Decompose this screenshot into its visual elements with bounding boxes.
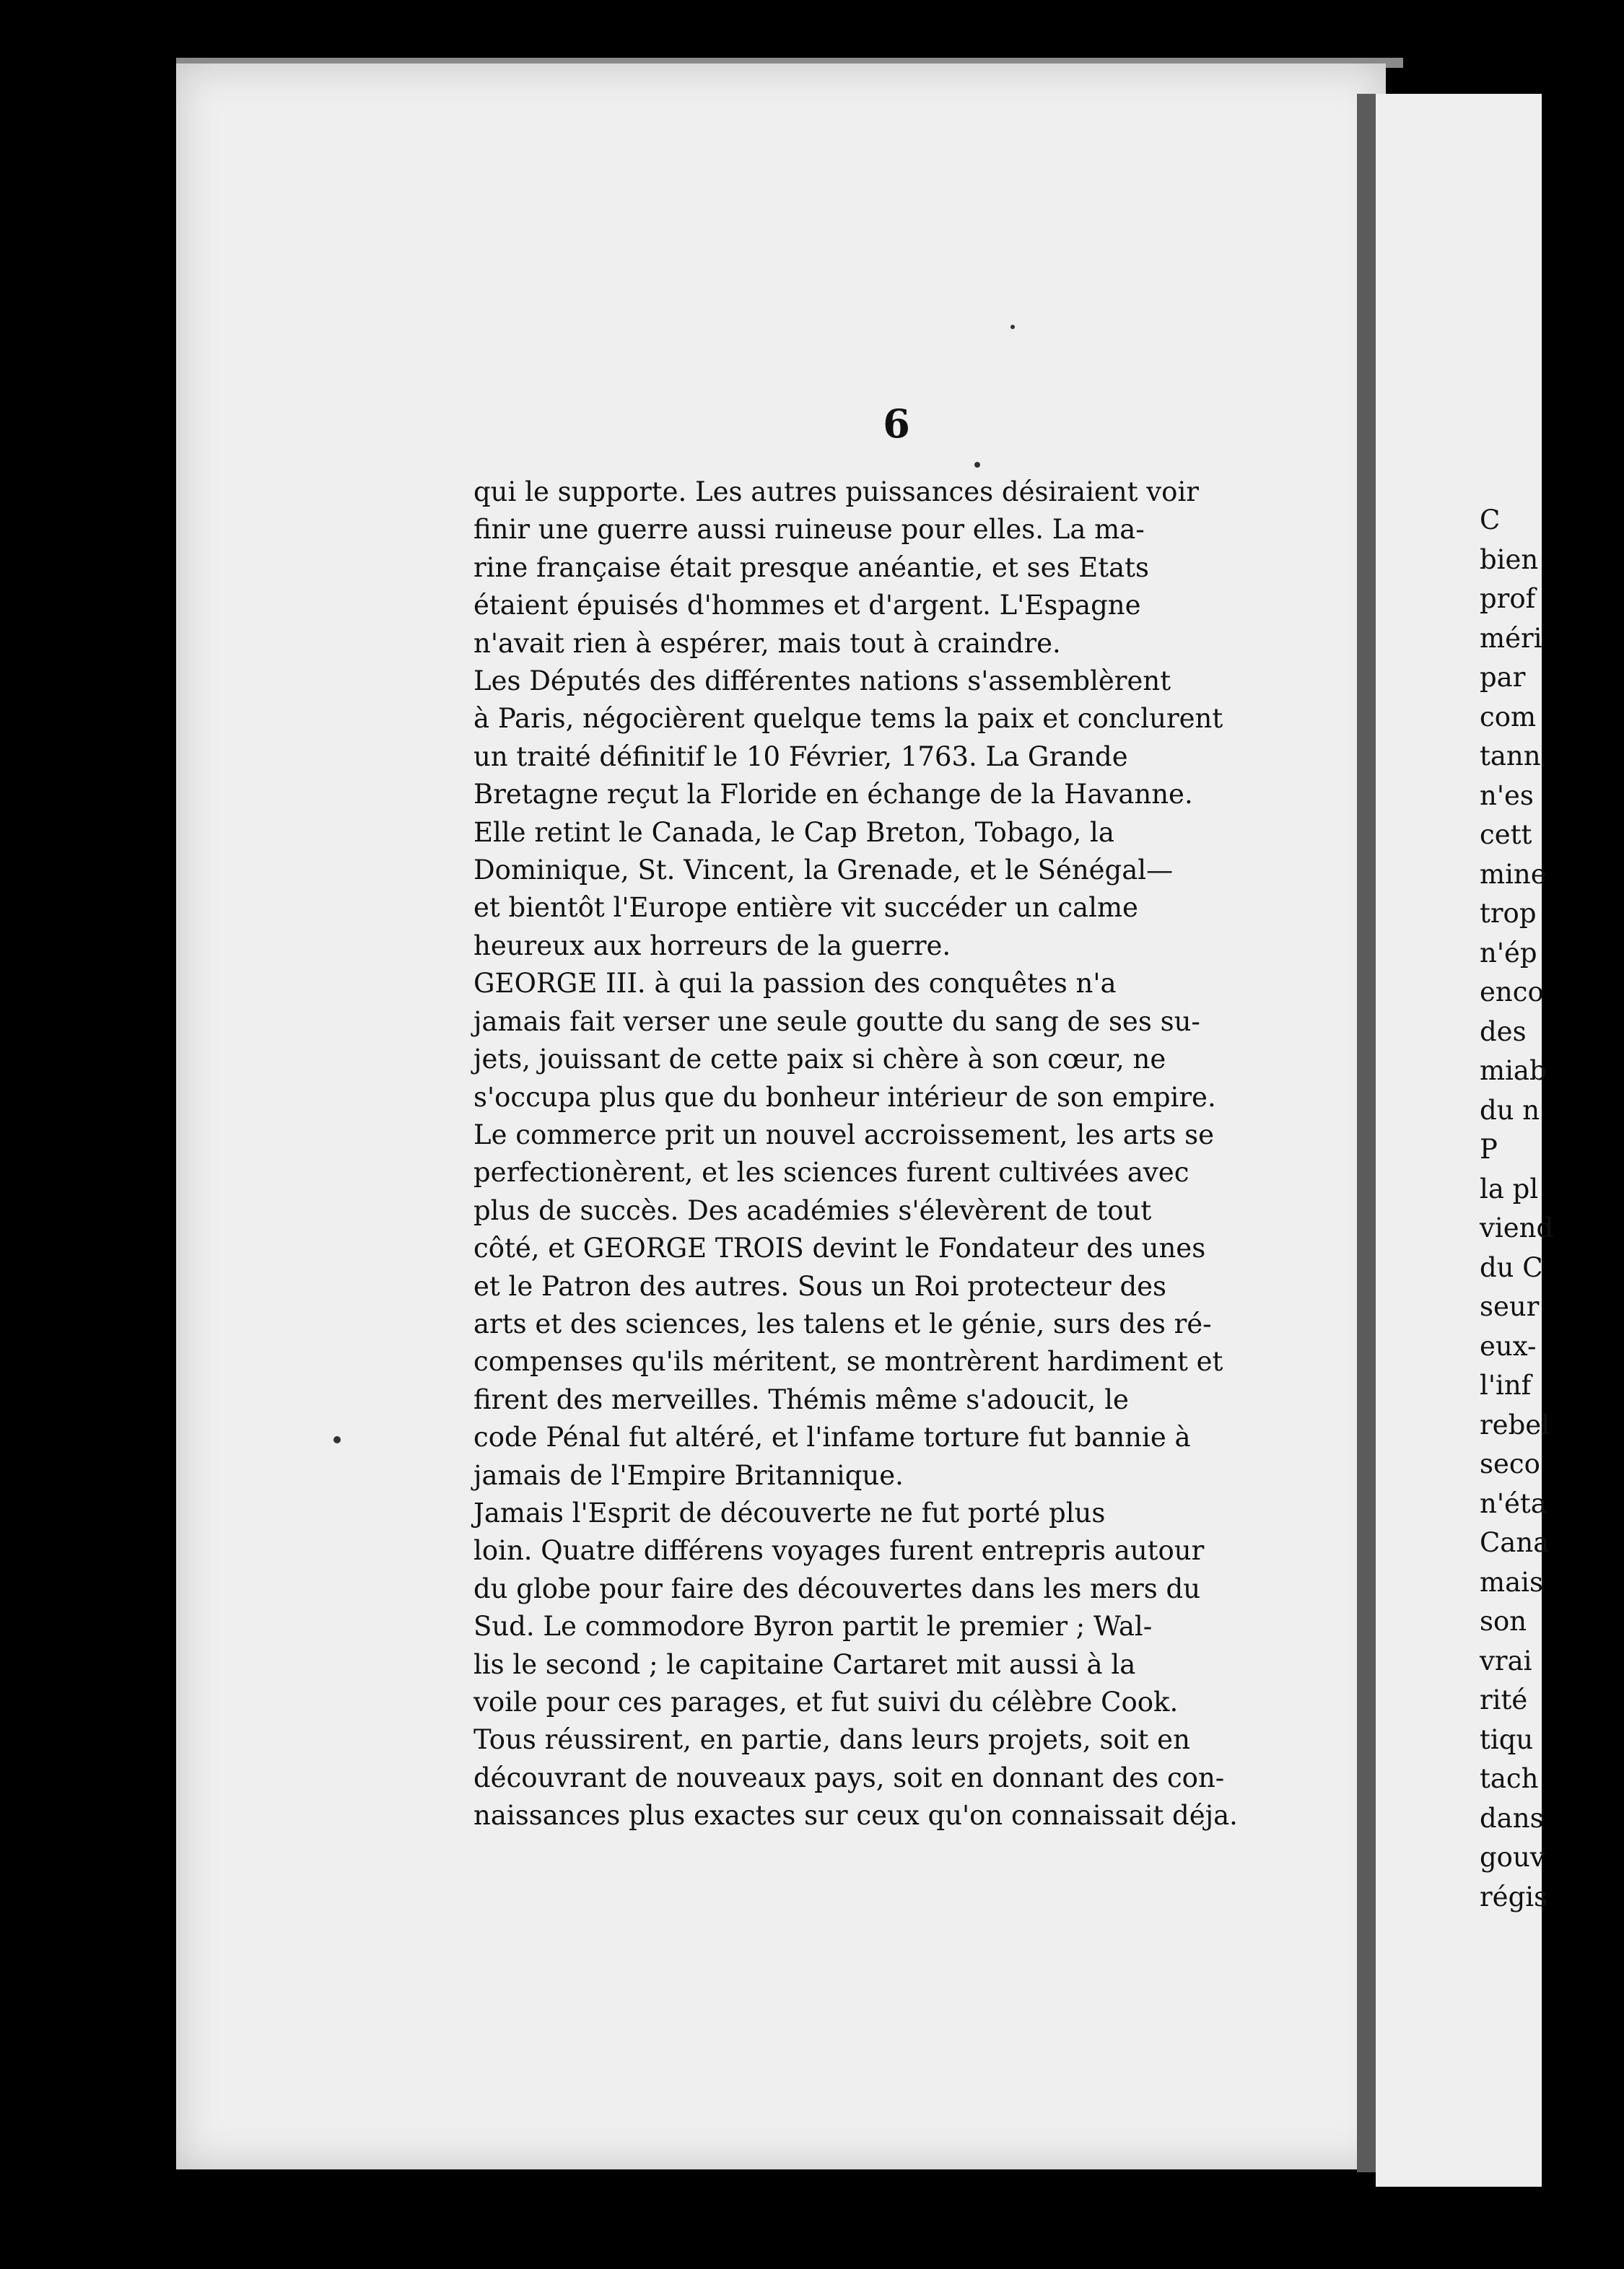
text-line: Tous réussirent, en partie, dans leurs projets, soit en xyxy=(473,1724,1190,1756)
facing-page-fragment: P xyxy=(1480,1134,1498,1165)
facing-page-fragment: enco xyxy=(1480,976,1544,1007)
ink-speck xyxy=(333,1436,341,1443)
text-line: arts et des sciences, les talens et le génie, surs des ré- xyxy=(473,1308,1212,1339)
facing-page-fragment: par xyxy=(1480,662,1526,693)
facing-page-fragment: prof xyxy=(1480,583,1536,614)
text-line: lis le second ; le capitaine Cartaret mit aussi à la xyxy=(473,1648,1136,1680)
facing-page-fragment: C xyxy=(1480,504,1501,535)
text-line: perfectionèrent, et les sciences furent cultivées avec xyxy=(473,1157,1189,1189)
facing-page-fragment: régis xyxy=(1480,1881,1548,1912)
text-line: voile pour ces parages, et fut suivi du célèbre Cook. xyxy=(473,1687,1179,1718)
text-line: un traité définitif le 10 Février, 1763. La Grande xyxy=(473,740,1128,772)
ink-speck xyxy=(974,462,980,468)
text-line: finir une guerre aussi ruineuse pour elles. La ma- xyxy=(473,514,1145,546)
text-line: jamais de l'Empire Britannique. xyxy=(473,1459,904,1491)
text-line: loin. Quatre différens voyages furent entrepris autour xyxy=(473,1535,1205,1567)
facing-page-fragment: n'éta xyxy=(1480,1487,1547,1519)
text-line: Sud. Le commodore Byron partit le premier ; Wal- xyxy=(473,1611,1153,1643)
body-text xyxy=(473,473,1267,1835)
text-line: rine française était presque anéantie, et ses Etats xyxy=(473,551,1150,583)
text-line: firent des merveilles. Thémis même s'adoucit, le xyxy=(473,1383,1129,1415)
text-line: GEORGE III. à qui la passion des conquêtes n'a xyxy=(473,968,1117,1000)
text-line: compenses qu'ils méritent, se montrèrent hardiment et xyxy=(473,1346,1223,1378)
text-line: n'avait rien à espérer, mais tout à craindre. xyxy=(473,627,1061,659)
text-line: jamais fait verser une seule goutte du sang de ses su- xyxy=(473,1005,1200,1037)
facing-page-fragment: tann xyxy=(1480,740,1541,771)
text-line: étaient épuisés d'hommes et d'argent. L'Espagne xyxy=(473,590,1141,621)
facing-page-fragment: tiqu xyxy=(1480,1723,1534,1755)
text-line: et le Patron des autres. Sous un Roi protecteur des xyxy=(473,1270,1167,1302)
facing-page-fragment: méri xyxy=(1480,622,1542,654)
facing-page-fragment: des xyxy=(1480,1015,1527,1047)
facing-page-fragment: mais xyxy=(1480,1566,1543,1598)
facing-page-fragment: com xyxy=(1480,701,1537,733)
facing-page-fragment: dans xyxy=(1480,1802,1544,1834)
facing-page-fragment: rité xyxy=(1480,1684,1528,1715)
facing-page-fragment: eux- xyxy=(1480,1330,1537,1362)
text-line: Bretagne reçut la Floride en échange de la Havanne. xyxy=(473,779,1193,810)
facing-page-fragment: l'inf xyxy=(1480,1370,1532,1401)
facing-page-fragment: trop xyxy=(1480,898,1537,929)
facing-page-fragment: vrai xyxy=(1480,1645,1532,1676)
facing-page-fragment: Cana xyxy=(1480,1527,1550,1558)
facing-page-fragment: gouv xyxy=(1480,1842,1545,1873)
text-line: découvrant de nouveaux pays, soit en donnant des con- xyxy=(473,1762,1225,1793)
text-line: s'occupa plus que du bonheur intérieur de son empire. xyxy=(473,1081,1216,1113)
facing-page-fragment: bien xyxy=(1480,543,1539,575)
text-line: Jamais l'Esprit de découverte ne fut porté plus xyxy=(473,1497,1106,1529)
page-number: 6 xyxy=(883,401,910,447)
facing-page-fragment: n'es xyxy=(1480,779,1534,811)
facing-page-fragment: miab xyxy=(1480,1055,1547,1086)
text-line: code Pénal fut altéré, et l'infame torture fut bannie à xyxy=(473,1422,1191,1453)
text-line: du globe pour faire des découvertes dans les mers du xyxy=(473,1573,1201,1604)
text-line: jets, jouissant de cette paix si chère à son cœur, ne xyxy=(473,1044,1166,1075)
facing-page-text xyxy=(1480,501,1624,1917)
text-line: Les Députés des différentes nations s'assemblèrent xyxy=(473,665,1171,697)
facing-page-fragment: tach xyxy=(1480,1763,1539,1794)
text-line: heureux aux horreurs de la guerre. xyxy=(473,930,951,961)
facing-page-fragment: n'ép xyxy=(1480,937,1537,969)
facing-page-fragment: du n xyxy=(1480,1094,1540,1126)
book-gutter xyxy=(1357,94,1376,2172)
facing-page-fragment: la pl xyxy=(1480,1173,1539,1205)
text-line: Le commerce prit un nouvel accroissement, les arts se xyxy=(473,1119,1215,1150)
facing-page-fragment: cett xyxy=(1480,819,1532,850)
text-line: côté, et GEORGE TROIS devint le Fondateur des unes xyxy=(473,1233,1206,1264)
facing-page-fragment: viend xyxy=(1480,1212,1554,1243)
text-line: Elle retint le Canada, le Cap Breton, Tobago, la xyxy=(473,816,1114,848)
text-line: et bientôt l'Europe entière vit succéder un calme xyxy=(473,892,1138,924)
text-line: qui le supporte. Les autres puissances désiraient voir xyxy=(473,476,1199,507)
facing-page-fragment: seco xyxy=(1480,1448,1540,1479)
text-line: plus de succès. Des académies s'élevèrent de tout xyxy=(473,1194,1152,1226)
facing-page-fragment: son xyxy=(1480,1606,1527,1637)
facing-page-fragment: seur xyxy=(1480,1291,1540,1322)
facing-page-fragment: du C xyxy=(1480,1251,1543,1283)
text-line: Dominique, St. Vincent, la Grenade, et le Sénégal— xyxy=(473,854,1174,886)
text-line: naissances plus exactes sur ceux qu'on connaissait déja. xyxy=(473,1800,1238,1832)
facing-page-fragment: rebel xyxy=(1480,1409,1550,1440)
facing-page xyxy=(1376,94,1554,2187)
facing-page-fragment: mine xyxy=(1480,858,1547,890)
text-line: à Paris, négocièrent quelque tems la paix et conclurent xyxy=(473,703,1223,735)
ink-speck xyxy=(1010,325,1015,329)
